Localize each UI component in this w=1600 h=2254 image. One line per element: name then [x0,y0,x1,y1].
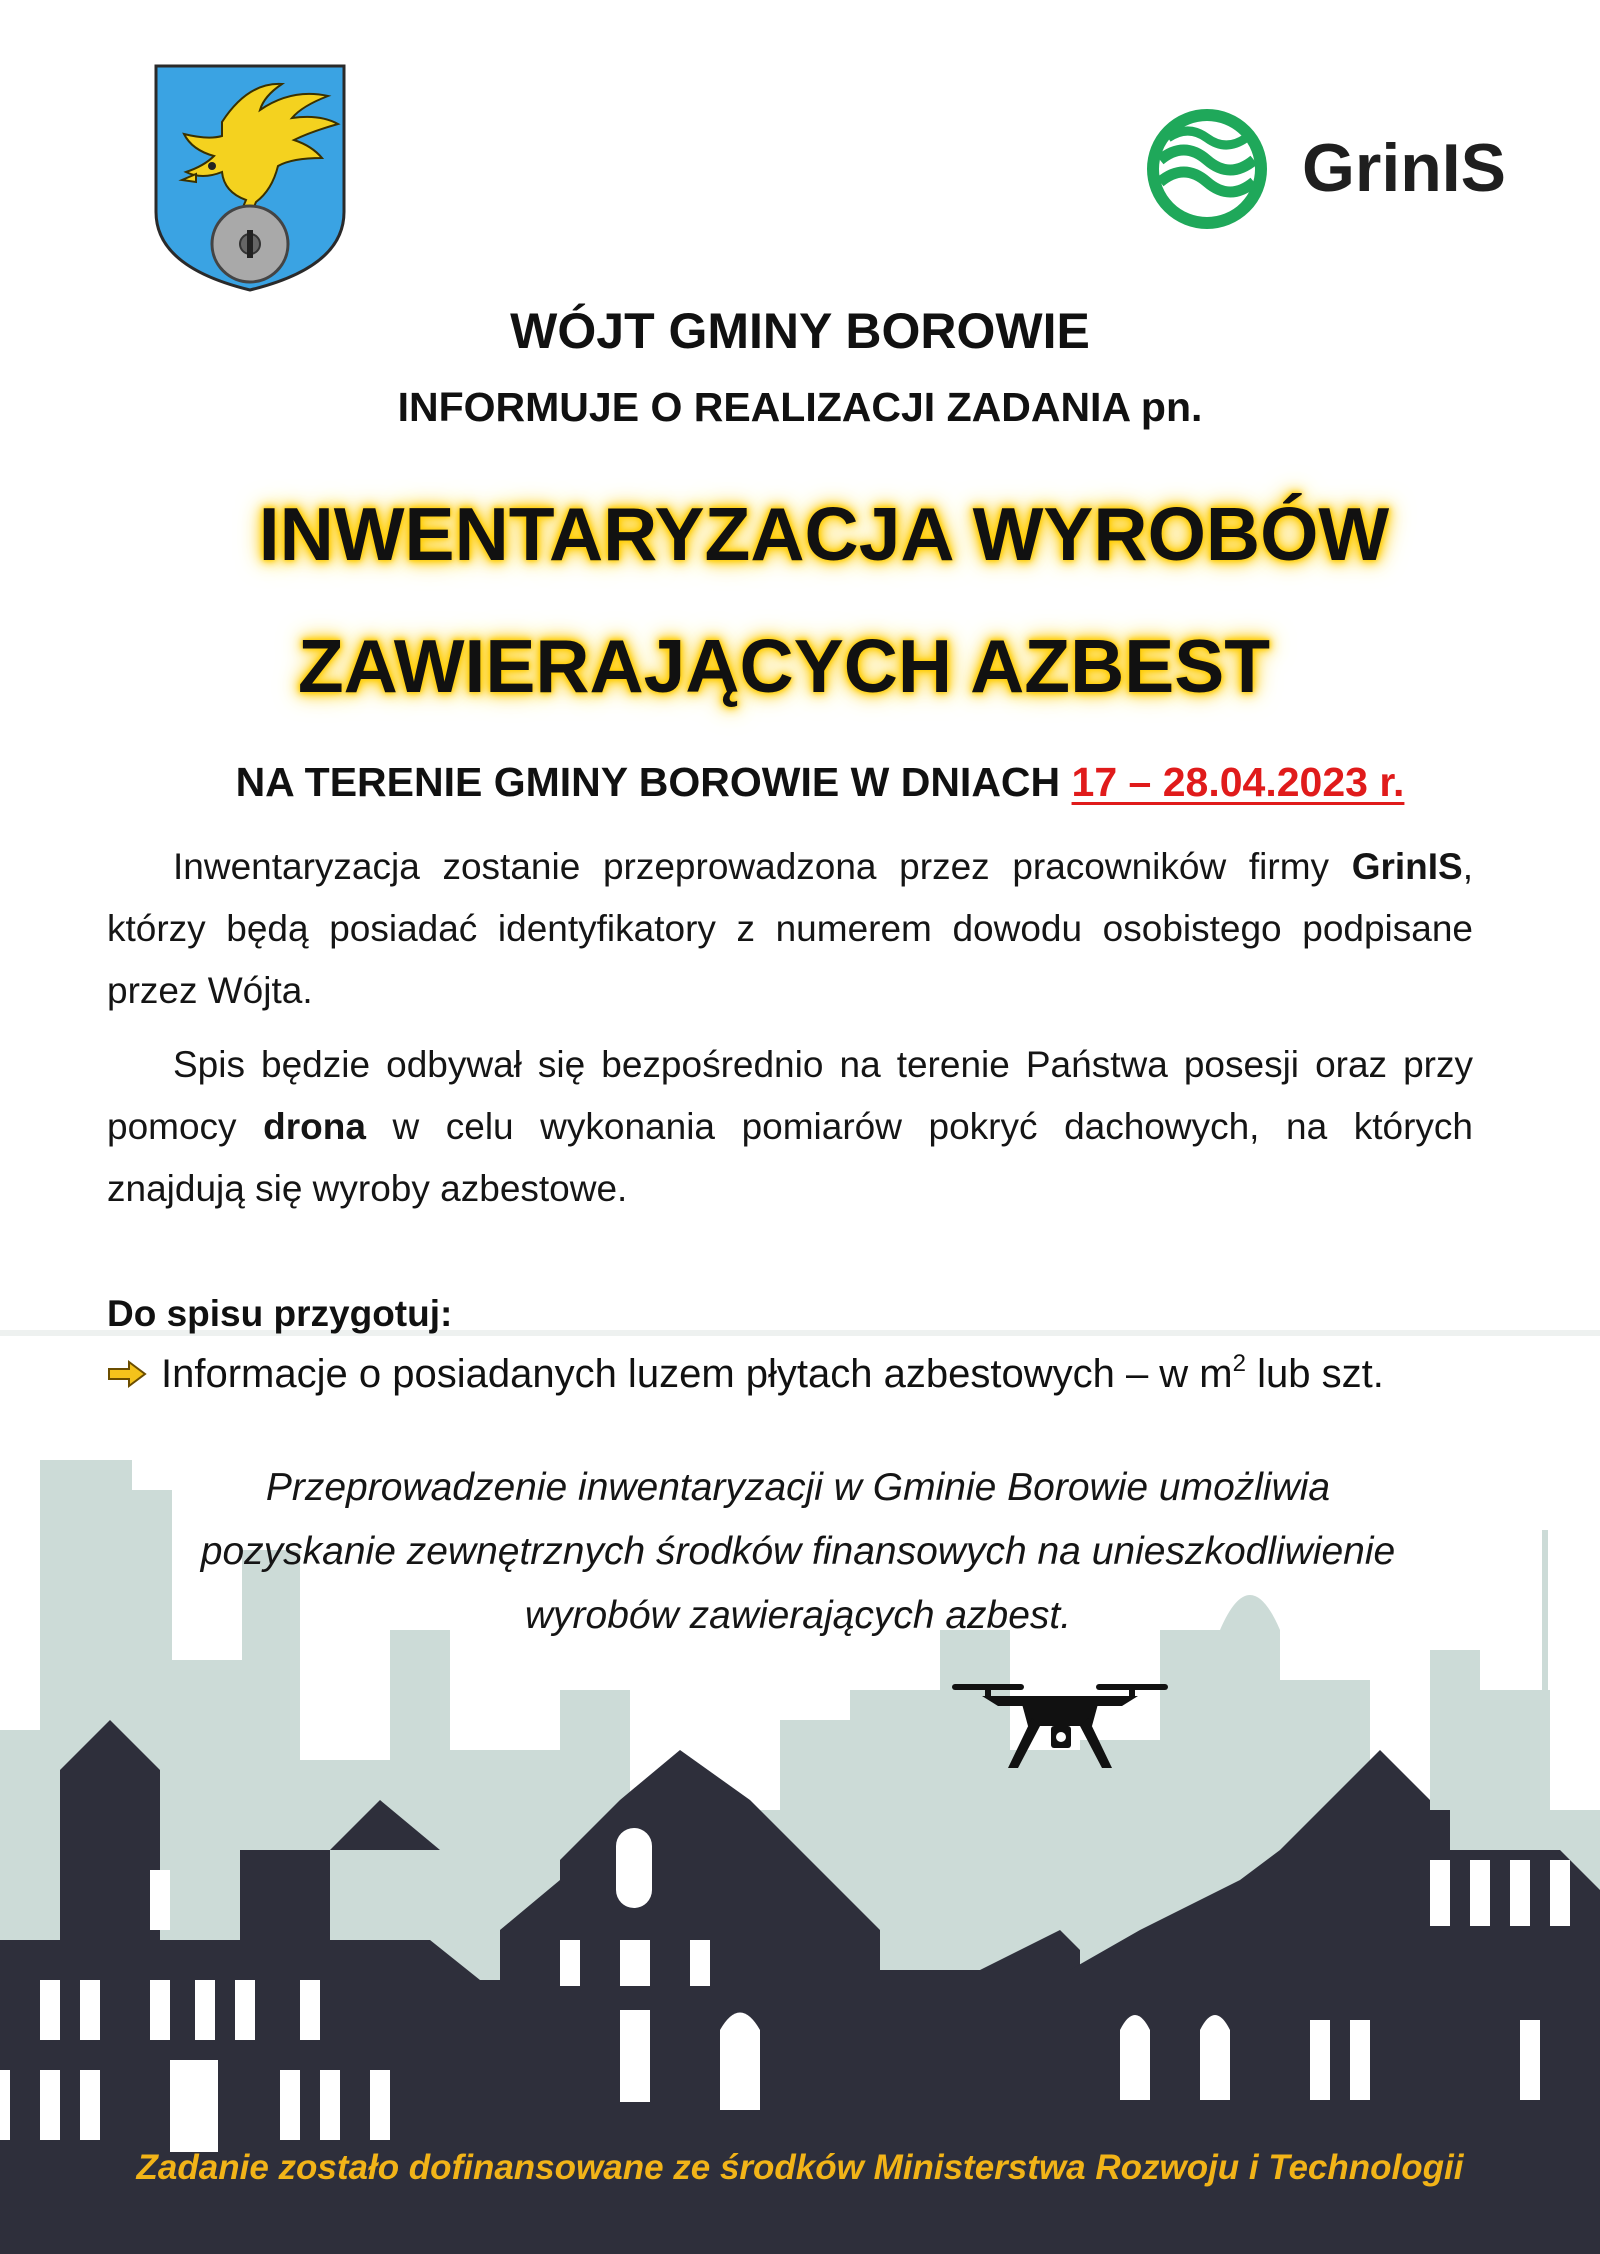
paragraph2-text-before: Spis będzie odbywał się bezpośrednio na terenie Państwa posesji oraz przy pomocy [107,1044,1473,1147]
arrow-right-icon [107,1359,147,1389]
footer-funding-note: Zadanie zostało dofinansowane ze środków Ministerstwa Rozwoju i Technologii [136,2148,1464,2187]
prep-item-tail: lub szt. [1245,1352,1384,1396]
grinis-logo [1146,108,1506,230]
drone-icon [952,1682,1168,1772]
closing-statement [0,1456,1598,1648]
paragraph-drone-survey [107,1034,1473,1220]
dates-range: 17 – 28.04.2023 r. [1071,759,1405,805]
closing-line-2: pozyskanie zewnętrznych środków finansowych na unieszkodliwienie [200,1530,1396,1573]
heading-informuje: INFORMUJE O REALIZACJI ZADANIA pn. [397,384,1203,430]
closing-line-3: wyrobów zawierających azbest. [524,1594,1072,1637]
dates-line [20,752,1600,812]
paragraph2-text-after: w celu wykonania pomiarów pokryć dachowych, na których znajdują się wyroby azbestowe. [107,1106,1473,1209]
closing-line-1: Przeprowadzenie inwentaryzacji w Gminie Borowie umożliwia [265,1466,1331,1509]
paragraph1-text-before: Inwentaryzacja zostanie przeprowadzona przez pracowników firmy [173,846,1352,887]
coat-of-arms-crest [152,62,348,294]
grinis-wordmark: GrinIS [1302,130,1507,206]
prep-item-sup: 2 [1232,1350,1246,1377]
dates-prefix: NA TERENIE GMINY BOROWIE W DNIACH [235,759,1072,805]
paragraph1-bold: GrinIS [1351,846,1463,887]
title-line-1: INWENTARYZACJA WYROBÓW [258,492,1390,576]
title-line-2: ZAWIERAJĄCYCH AZBEST [297,624,1271,708]
heading-wojt: WÓJT GMINY BOROWIE [510,303,1090,359]
prep-list-item [107,1344,1384,1410]
prep-item-text: Informacje o posiadanych luzem płytach azbestowych – w m [161,1352,1233,1396]
paragraph-inventory-staff [107,836,1473,1022]
paragraph1-text-after: , którzy będą posiadać identyfikatory z numerem dowodu osobistego podpisane przez Wójta. [107,846,1473,1011]
paragraph2-bold: drona [263,1106,366,1147]
grinis-emblem-icon [1146,108,1268,230]
prep-heading: Do spisu przygotuj: [107,1293,453,1334]
